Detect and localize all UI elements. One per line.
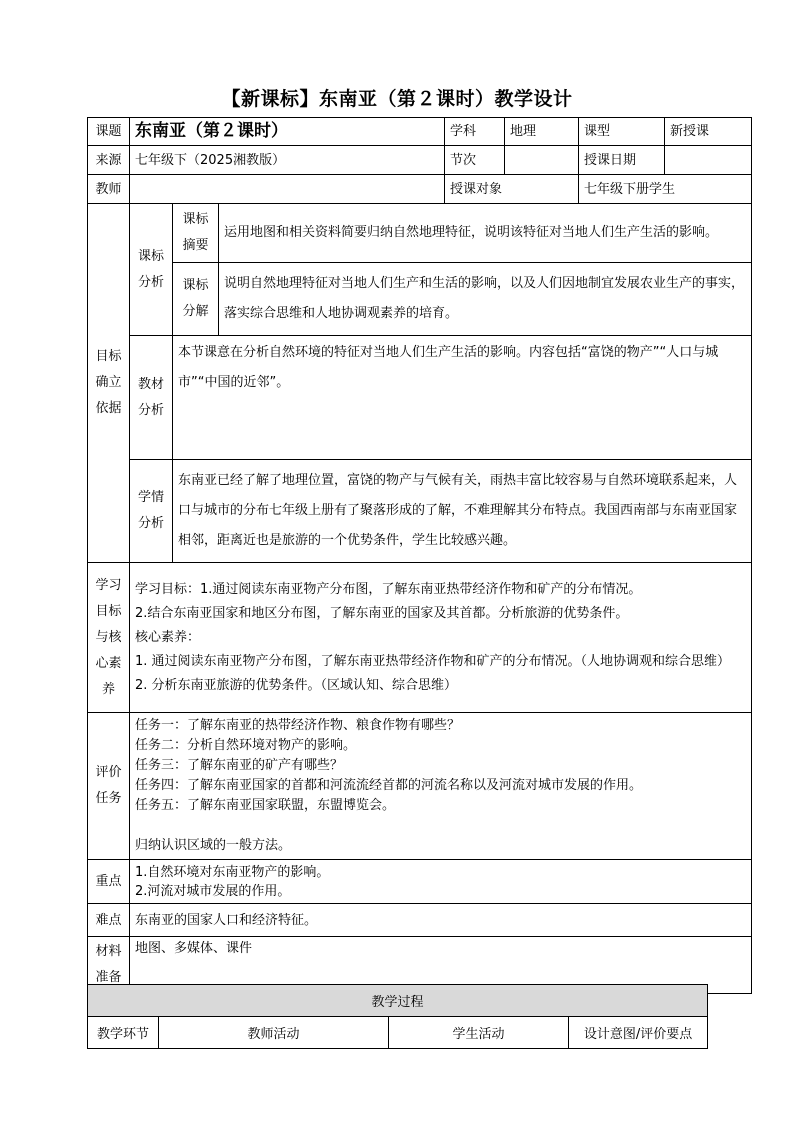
fenjie-text: 说明自然地理特征对当地人们生产和生活的影响，以及人们因地制宜发展农业生产的事实，落实综合思维和人地协调观素养的培育。 <box>219 263 752 336</box>
goals-line: 1. 通过阅读东南亚物产分布图，了解东南亚热带经济作物和矿产的分布情况。（人地协调观和综合思维） <box>135 653 731 669</box>
jiaoshi-value <box>130 175 445 204</box>
goals-line: 2.结合东南亚国家和地区分布图，了解东南亚的国家及其首都。分析旅游的优势条件。 <box>135 605 629 621</box>
tasks-label: 评价任务 <box>88 713 130 860</box>
jieci-value <box>505 146 579 175</box>
fenjie-label: 课标分解 <box>173 263 219 336</box>
keti-label: 课题 <box>88 118 130 146</box>
row-keti <box>88 118 752 146</box>
xueqing-text: 东南亚已经了解了地理位置，富饶的物产与气候有关，雨热丰富比较容易与自然环境联系起来，人口与城市的分布七年级上册有了聚落形成的了解，不难理解其分布特点。我国西南部与东南亚国家相邻，距离近也是旅游的一个优势条件，学生比较感兴趣。 <box>173 460 752 563</box>
duixiang-value: 七年级下册学生 <box>579 175 752 204</box>
process-col-2: 教师活动 <box>159 1017 389 1049</box>
row-kebiao-fenjie <box>88 263 752 336</box>
kebiao-label: 课标分析 <box>130 204 173 336</box>
row-laiyuan <box>88 146 752 175</box>
riqi-label: 授课日期 <box>579 146 665 175</box>
difficulty-text: 东南亚的国家人口和经济特征。 <box>130 904 752 937</box>
row-jiaocai <box>88 336 752 460</box>
document-title: 【新课标】东南亚（第２课时）教学设计 <box>221 88 573 110</box>
task-item: 任务五：了解东南亚国家联盟，东盟博览会。 <box>135 798 396 813</box>
duixiang-label: 授课对象 <box>445 175 579 204</box>
basis-label: 目标确立依据 <box>88 204 130 563</box>
xueke-label: 学科 <box>445 118 505 146</box>
process-table <box>87 984 708 1049</box>
process-col-3: 学生活动 <box>389 1017 569 1049</box>
zhaiyao-text: 运用地图和相关资料简要归纳自然地理特征，说明该特征对当地人们生产生活的影响。 <box>219 204 752 263</box>
tasks-content <box>130 713 752 860</box>
row-difficulty <box>88 904 752 937</box>
riqi-value <box>665 146 752 175</box>
lesson-plan-table <box>87 117 752 994</box>
laiyuan-value: 七年级下（2025湘教版） <box>130 146 445 175</box>
jiaocai-label: 教材分析 <box>130 336 173 460</box>
key-item: 2.河流对城市发展的作用。 <box>135 883 291 899</box>
task-item: 任务三：了解东南亚的矿产有哪些？ <box>135 758 344 773</box>
row-xueqing <box>88 460 752 563</box>
jiaocai-text: 本节课意在分析自然环境的特征对当地人们生产生活的影响。内容包括“富饶的物产”“人口与城市”“中国的近邻”。 <box>173 336 752 460</box>
kexing-value: 新授课 <box>665 118 752 146</box>
goals-line: 2. 分析东南亚旅游的优势条件。（区域认知、综合思维） <box>135 677 458 693</box>
kexing-label: 课型 <box>579 118 665 146</box>
task-item: 任务四：了解东南亚国家的首都和河流流经首都的河流名称以及河流对城市发展的作用。 <box>135 778 643 793</box>
row-key <box>88 860 752 904</box>
laiyuan-label: 来源 <box>88 146 130 175</box>
process-col-1: 教学环节 <box>88 1017 159 1049</box>
key-content <box>130 860 752 904</box>
process-heading-row <box>88 985 708 1017</box>
process-col-4: 设计意图/评价要点 <box>569 1017 708 1049</box>
key-item: 1.自然环境对东南亚物产的影响。 <box>135 864 330 880</box>
jiaoshi-label: 教师 <box>88 175 130 204</box>
goals-line: 学习目标：1.通过阅读东南亚物产分布图，了解东南亚热带经济作物和矿产的分布情况。 <box>135 581 642 597</box>
xueqing-label: 学情分析 <box>130 460 173 563</box>
goals-label: 学习目标与核心素养 <box>88 563 130 713</box>
keti-value: 东南亚（第２课时） <box>130 118 445 146</box>
task-item: 归纳认识区域的一般方法。 <box>135 838 292 853</box>
difficulty-label: 难点 <box>88 904 130 937</box>
task-item: 任务一：了解东南亚的热带经济作物、粮食作物有哪些？ <box>135 718 461 733</box>
materials-text: 地图、多媒体、课件 <box>130 937 752 994</box>
row-jiaoshi <box>88 175 752 204</box>
materials-label: 材料准备 <box>88 937 130 994</box>
task-item: 任务二：分析自然环境对物产的影响。 <box>135 738 357 753</box>
jieci-label: 节次 <box>445 146 505 175</box>
process-header-row <box>88 1017 708 1049</box>
xueke-value: 地理 <box>505 118 579 146</box>
goals-content <box>130 563 752 713</box>
zhaiyao-label: 课标摘要 <box>173 204 219 263</box>
task-spacer <box>135 816 746 836</box>
goals-line: 核心素养： <box>135 629 201 645</box>
process-heading: 教学过程 <box>88 985 708 1017</box>
row-kebiao-zhaiyao <box>88 204 752 263</box>
key-label: 重点 <box>88 860 130 904</box>
row-tasks <box>88 713 752 860</box>
row-goals <box>88 563 752 713</box>
